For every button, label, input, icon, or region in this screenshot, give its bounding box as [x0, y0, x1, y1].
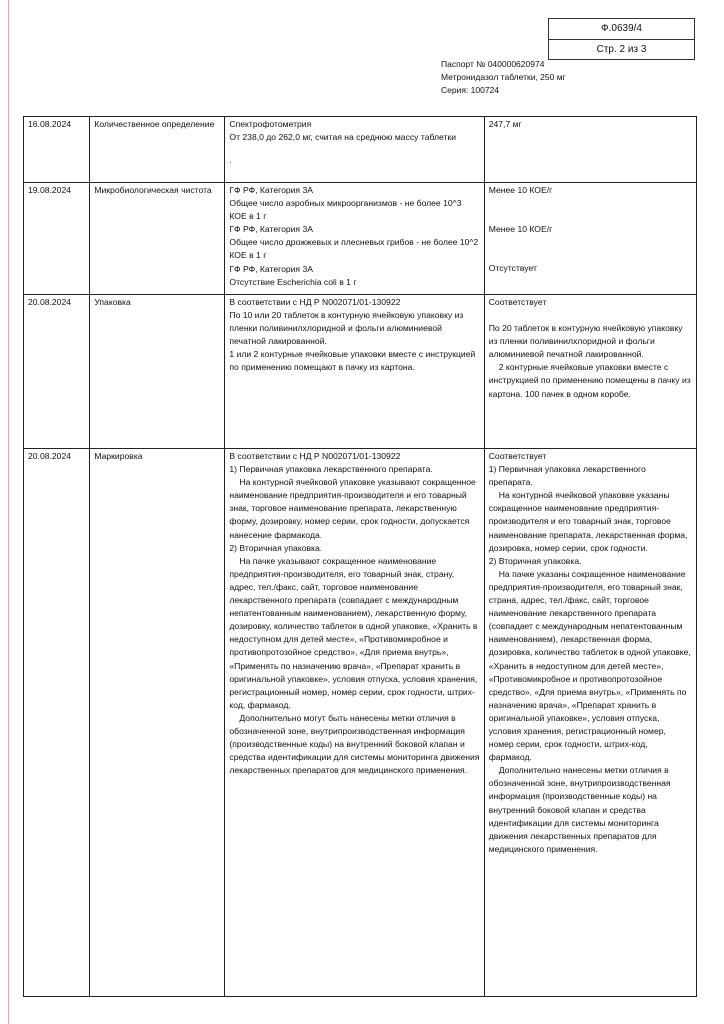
table-row [24, 449, 697, 997]
form-code: Ф.0639/4 [601, 23, 642, 34]
row-result [484, 449, 696, 997]
requirement-line: Отсутствие Escherichia coli в 1 г [229, 276, 357, 287]
series-number: Серия: 100724 [441, 85, 500, 95]
requirement-line: 1) Первичная упаковка лекарственного препарата. [229, 464, 433, 475]
result-line: 2 контурные ячейковые упаковки вместе с инструкцией по применению помещены в пачку из картона. 100 пачек в одном коробе. [488, 362, 691, 399]
requirement-method: Спектрофотометрия [229, 119, 312, 129]
result-line: Дополнительно нанесены метки отличия в обозначенной зоне, внутрипроизводственная информация (производственные коды) на внутренний боковой клапан и средства идентификации для системы мониторинга движения лекарственных препаратов для медицинского применения. [488, 765, 671, 854]
row-test-name: Микробиологическая чистота [90, 183, 225, 295]
requirement-line: Общее число аэробных микроорганизмов - не более 10^3 КОЕ в 1 г [229, 198, 462, 222]
row-result [484, 183, 696, 295]
row-result [484, 295, 696, 449]
form-code-box [548, 18, 695, 60]
result-value: Менее 10 КОЕ/г [488, 185, 553, 195]
requirement-line: На контурной ячейковой упаковке указывают сокращенное наименование предприятия-производителя и его товарный знак, торговое наименование препарата, лекарственную форму, дозировку, номер серии, срок годности, допускается нанесение фармакода. [229, 477, 476, 540]
requirement-line: Дополнительно могут быть нанесены метки отличия в обозначенной зоне, внутрипроизводственная информация (производственные коды) на внутренний боковой клапан и средства идентификации для системы мониторинга движения лекарственных препаратов для медицинского применения. [229, 712, 480, 776]
requirement-line: ГФ РФ, Категория 3А [229, 224, 313, 235]
row-date: 20.08.2024 [24, 295, 90, 449]
requirement-limit: От 238,0 до 262,0 мг, считая на среднюю массу таблетки [229, 132, 457, 143]
product-name: Метронидазол таблетки, 250 мг [441, 72, 566, 82]
requirement-line: По 10 или 20 таблеток в контурную ячейковую упаковку из пленки поливинилхлоридной и фольги алюминиевой печатной лакированной. [229, 310, 464, 347]
passport-header [441, 58, 566, 97]
scan-margin-line [8, 0, 9, 1024]
row-requirement [225, 183, 484, 295]
row-requirement [225, 295, 484, 449]
table-row [24, 117, 697, 183]
row-date: 19.08.2024 [24, 183, 90, 295]
row-requirement [225, 117, 484, 183]
row-test-name: Маркировка [90, 449, 225, 997]
requirement-line: В соответствии с НД Р N002071/01-130922 [229, 297, 401, 307]
result-line: 1) Первичная упаковка лекарственного препарата. [488, 464, 646, 488]
row-date: 16.08.2024 [24, 117, 90, 183]
result-value: 247,7 мг [488, 119, 522, 129]
requirement-line: 2) Вторичная упаковка. [229, 542, 323, 553]
requirement-line: Общее число дрожжевых и плесневых грибов - не более 10^2 КОЕ в 1 г [229, 237, 479, 261]
row-test-name: Упаковка [90, 295, 225, 449]
requirement-line: ГФ РФ, Категория 3А [229, 185, 313, 195]
row-requirement [225, 449, 484, 997]
result-line: На контурной ячейковой упаковке указаны сокращенное наименование предприятия-производителя и его товарный знак, торговое наименование препарата, лекарственная форма, дозировка, номер серии, срок годности. [488, 490, 688, 553]
result-value: Соответствует [488, 451, 547, 461]
table-row [24, 183, 697, 295]
result-line: 2) Вторичная упаковка. [488, 555, 582, 566]
requirement-line: ГФ РФ, Категория 3А [229, 263, 313, 274]
requirement-line: На пачке указывают сокращенное наименование предприятия-производителя, его товарный знак, страну, адрес, тел./факс, сайт, торговое наименование лекарственного препарата (совпадает с международным непатентованным наименованием), лекарственную форму, дозировку, количество таблеток в одной упаковке, «Хранить в недоступном для детей месте», «Противомикробное и противопротозойное средство», «Для приема внутрь», «Применять по назначению врача», «Препарат хранить в оригинальной упаковке», условия отпуска, условия хранения, регистрационный номер, номер серии, срок годности, штрих-код, фармакод. [229, 555, 478, 710]
requirement-dot: . [229, 155, 232, 166]
result-value: Соответствует [488, 297, 547, 307]
row-test-name: Количественное определение [90, 117, 225, 183]
passport-number: Паспорт № 040000620974 [441, 59, 545, 69]
requirement-line: В соответствии с НД Р N002071/01-130922 [229, 451, 401, 461]
result-line: На пачке указаны сокращенное наименование предприятия-производителя, его товарный знак, страна, адрес, тел./факс, сайт, торговое наименование лекарственного препарата (совпадает с международным непатентованным наименованием), лекарственная форма, дозировка, количество таблеток в одной упаковке, «Хранить в недоступном для детей месте», «Противомикробное и противопротозойное средство», «Для приема внутрь», «Применять по назначению врача», «Препарат хранить в оригинальной упаковке», условия отпуска, условия хранения, регистрационный номер, номер серии, срок годности, штрих-код, фармакод. [488, 568, 691, 763]
requirement-line: 1 или 2 контурные ячейковые упаковки вместе с инструкцией по применению помещают в пачку из картона. [229, 349, 476, 373]
page-number: Стр. 2 из 3 [549, 39, 694, 59]
row-result [484, 117, 696, 183]
result-value: Отсутствует [488, 263, 537, 274]
test-results-table [23, 116, 697, 997]
row-date: 20.08.2024 [24, 449, 90, 997]
result-line: По 20 таблеток в контурную ячейковую упаковку из пленки поливинилхлоридной и фольги алюминиевой печатной лакированной. [488, 323, 683, 360]
result-value: Менее 10 КОЕ/г [488, 224, 553, 235]
table-row [24, 295, 697, 449]
